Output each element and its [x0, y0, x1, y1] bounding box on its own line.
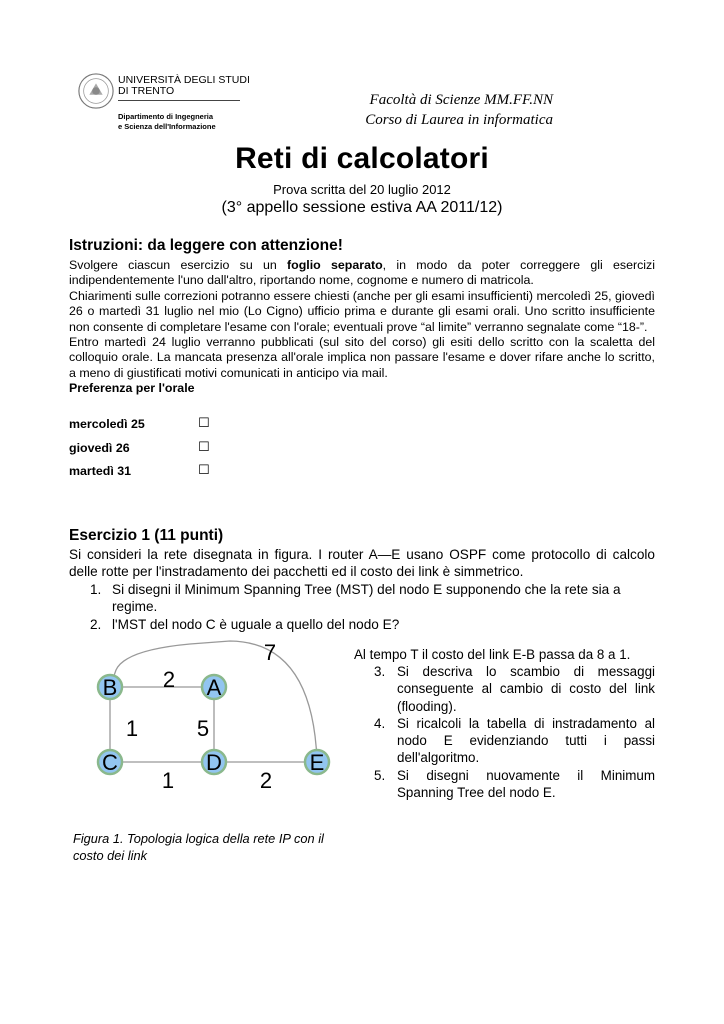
question-text: l'MST del nodo C è uguale a quello del nodo E? — [112, 616, 400, 632]
router-node-e — [305, 750, 329, 775]
checkbox-giovedi[interactable]: ☐ — [198, 440, 210, 455]
checkbox-mercoledi[interactable]: ☐ — [198, 416, 210, 431]
option-label: mercoledì 25 — [69, 417, 145, 431]
question-3 — [374, 663, 655, 715]
option-label: giovedì 26 — [69, 441, 130, 455]
svg-text:B: B — [102, 675, 118, 700]
logo-divider — [118, 100, 240, 101]
question-1 — [90, 581, 655, 616]
department-name — [118, 112, 216, 132]
document-title: Reti di calcolatori — [235, 142, 489, 175]
question-number: 4. — [374, 715, 386, 731]
cost-label-b-a: 2 — [162, 667, 176, 692]
router-node-b — [98, 675, 122, 700]
cost-label-d-e: 2 — [259, 768, 273, 793]
figure-caption: Figura 1. Topologia logica della rete IP con il costo dei link — [73, 831, 324, 863]
question-text: Si ricalcoli la tabella di instradamento al nodo E evidenziando tutti i passi dell'algoritmo. — [397, 715, 655, 766]
question-number: 3. — [374, 664, 386, 679]
svg-text:C: C — [102, 750, 118, 775]
time-change-note: Al tempo T il costo del link E-B passa da 8 a 1. — [354, 647, 631, 662]
oral-preference-heading: Preferenza per l'orale — [69, 381, 195, 396]
exam-date: Prova scritta del 20 luglio 2012 — [273, 182, 451, 197]
router-node-d — [202, 750, 226, 775]
university-seal-logo — [77, 72, 115, 110]
svg-text:E: E — [309, 750, 325, 775]
instructions-body — [69, 258, 655, 397]
department-line2: e Scienza dell'Informazione — [118, 122, 216, 131]
network-topology-figure — [80, 630, 350, 830]
question-text: Si descriva lo scambio di messaggi conseguente al cambio di costo del link (flooding). — [397, 664, 655, 714]
question-number: 1. — [90, 582, 102, 597]
router-node-a — [202, 675, 226, 700]
university-name-line1: UNIVERSITÀ DEGLI STUDI — [118, 74, 250, 86]
cost-label-b-c: 1 — [125, 716, 139, 741]
faculty-block — [365, 90, 553, 130]
course-name: Corso di Laurea in informatica — [365, 112, 553, 128]
exercise-intro: Si consideri la rete disegnata in figura. I router A—E usano OSPF come protocollo di calcolo delle rotte per l'instradamento dei pacchetti ed il costo dei link è simmetrico. — [69, 547, 655, 580]
university-name — [118, 75, 250, 97]
question-list-right — [374, 663, 655, 801]
question-number: 5. — [374, 767, 386, 783]
question-number: 2. — [90, 616, 102, 632]
cost-label-c-d: 1 — [161, 768, 175, 793]
exercise-heading: Esercizio 1 (11 punti) — [69, 527, 224, 544]
exam-session: (3° appello sessione estiva AA 2011/12) — [221, 199, 503, 216]
department-line1: Dipartimento di Ingegneria — [118, 112, 214, 121]
checkbox-martedi[interactable]: ☐ — [198, 463, 210, 478]
question-text: Si disegni il Minimum Spanning Tree (MST) del nodo E supponendo che la rete sia a regime. — [112, 582, 621, 615]
question-4 — [374, 715, 655, 767]
svg-text:A: A — [206, 675, 222, 700]
question-text: Si disegni nuovamente il Minimum Spanning Tree del nodo E. — [397, 767, 655, 801]
instructions-paragraph-3: Entro martedì 24 luglio verranno pubblicati (sul sito del corso) gli esiti dello scritto con la scaletta del colloquio orale. La mancata presenza all'orale implica non passare l'esame e dover rifare anche lo scritto, a meno di giustificati motivi comunicati in anticipo via mail. — [69, 335, 655, 380]
instructions-paragraph-2: Chiarimenti sulle correzioni potranno essere chiesti (anche per gli esami insufficienti) mercoledì 25, giovedì 26 o martedì 31 luglio nel mio (Lo Cigno) ufficio prima e durante gli esami orali. Uno scritto insufficiente non consente di completare l'esame con l'orale; eventuali prove “al limite” verranno segnalate come “18-”. — [69, 288, 655, 334]
question-list-top — [90, 581, 655, 633]
faculty-name: Facoltà di Scienze MM.FF.NN — [369, 92, 553, 108]
option-label: martedì 31 — [69, 464, 131, 478]
svg-text:D: D — [206, 750, 222, 775]
instructions-heading: Istruzioni: da leggere con attenzione! — [69, 237, 343, 254]
instructions-paragraph-1: Svolgere ciascun esercizio su un foglio separato, in modo da poter correggere gli esercizi indipendentemente l'uno dall'altro, riportando nome, cognome e numero di matricola. — [69, 258, 655, 288]
question-5 — [374, 767, 655, 802]
cost-label-a-d: 5 — [196, 716, 210, 741]
university-name-line2: DI TRENTO — [118, 85, 175, 97]
emphasis-separate-sheet: foglio separato — [287, 258, 383, 272]
cost-label-b-e: 7 — [263, 640, 277, 665]
router-node-c — [98, 750, 122, 775]
